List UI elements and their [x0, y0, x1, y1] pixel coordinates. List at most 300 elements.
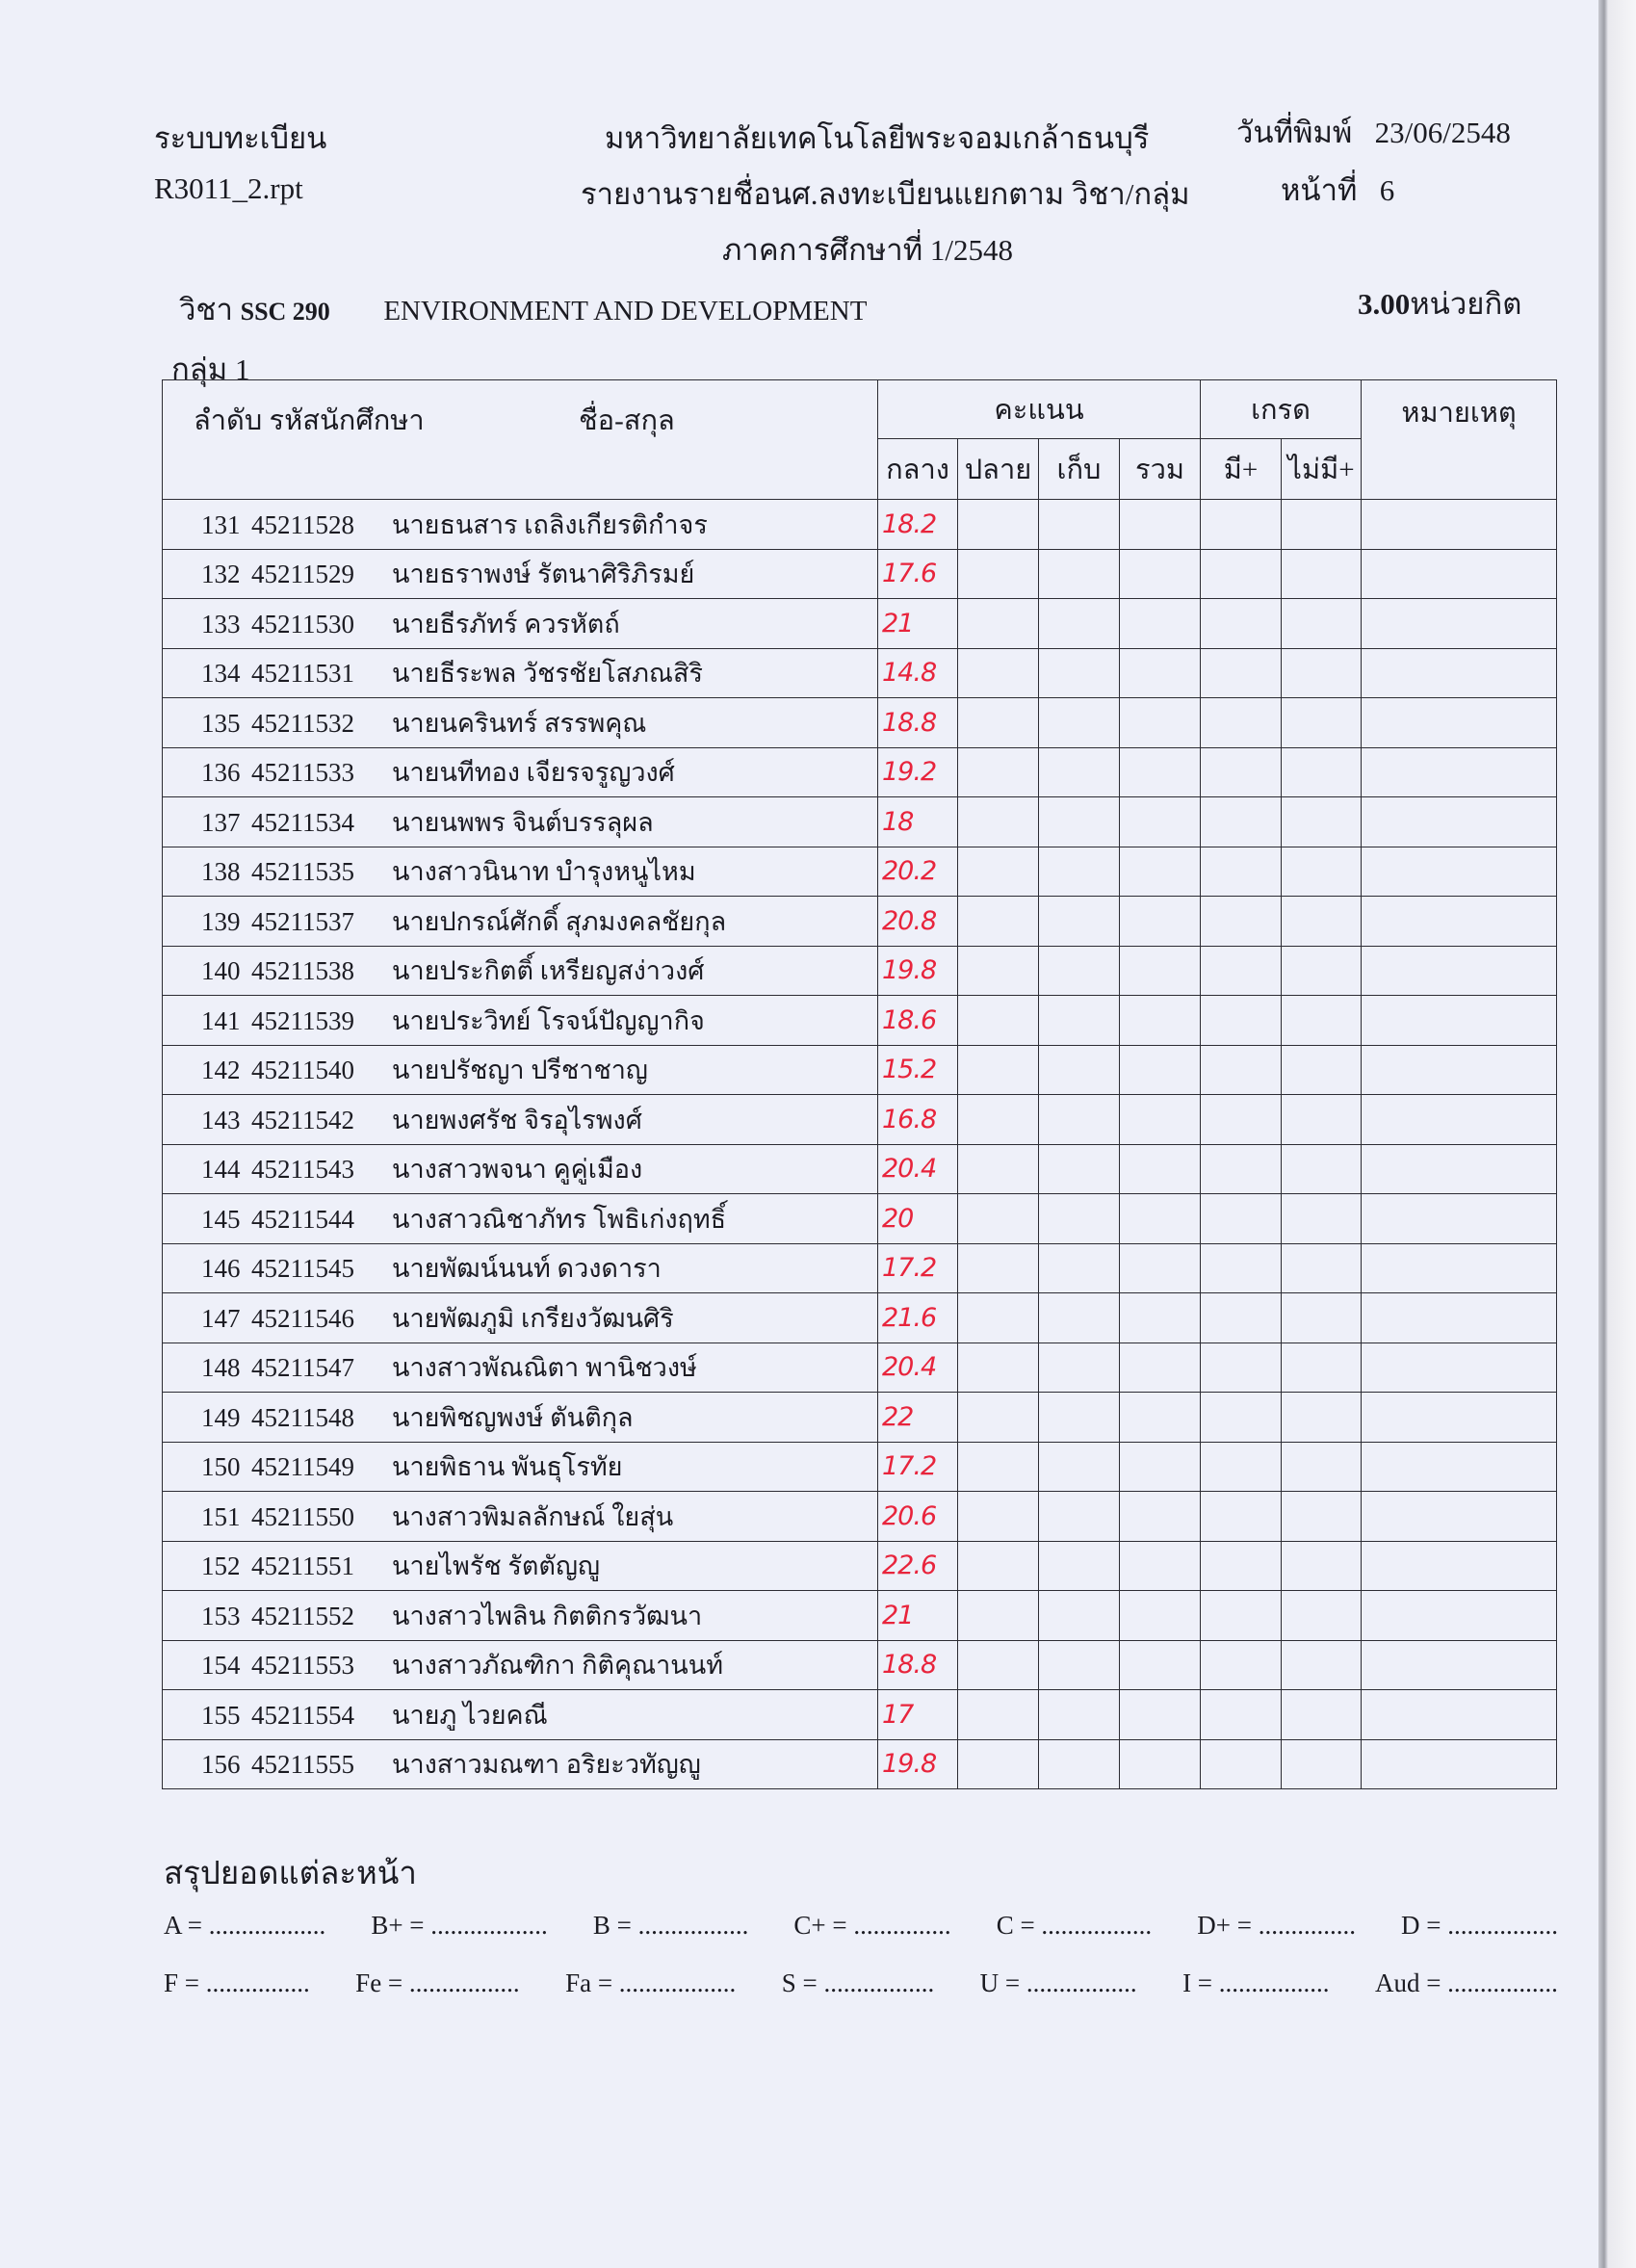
- final-score: [958, 1144, 1039, 1194]
- final-score: [958, 747, 1039, 797]
- coursework-score: [1039, 1095, 1120, 1145]
- coursework-score: [1039, 1591, 1120, 1641]
- grade-no-plus-cell: [1282, 747, 1362, 797]
- midterm-score: 21: [878, 1591, 958, 1641]
- coursework-score: [1039, 698, 1120, 748]
- final-score: [958, 648, 1039, 698]
- coursework-score: [1039, 549, 1120, 599]
- note-cell: [1362, 698, 1557, 748]
- student-info-cell: [163, 1442, 878, 1492]
- student-name: นายประกิตติ์ เหรียญสง่าวงศ์: [392, 956, 705, 986]
- student-name: นางสาวไพลิน กิตติกรวัฒนา: [392, 1601, 703, 1630]
- student-info-cell: [163, 1393, 878, 1443]
- total-score: [1120, 1442, 1201, 1492]
- total-score: [1120, 599, 1201, 649]
- student-id: 45211538: [251, 956, 354, 986]
- grade-plus-cell: [1201, 797, 1282, 847]
- total-score: [1120, 1492, 1201, 1542]
- grade-no-plus-cell: [1282, 1045, 1362, 1095]
- final-score: [958, 1243, 1039, 1293]
- student-seq: 147: [201, 1303, 241, 1333]
- student-name: นายปกรณ์ศักดิ์ สุภมงคลชัยกุล: [392, 906, 727, 936]
- grade-count-field: Aud = .................: [1374, 1968, 1558, 1997]
- student-id: 45211534: [251, 807, 354, 837]
- student-id: 45211542: [251, 1105, 354, 1134]
- grade-plus-cell: [1201, 549, 1282, 599]
- student-seq: 136: [201, 758, 241, 788]
- final-score: [958, 1442, 1039, 1492]
- grade-plus-cell: [1201, 1194, 1282, 1244]
- midterm-score: 19.8: [878, 1739, 958, 1789]
- student-name: นางสาวภัณฑิกา กิติคุณานนท์: [392, 1651, 723, 1681]
- note-cell: [1362, 897, 1557, 947]
- table-row: [163, 1243, 1557, 1293]
- total-score: [1120, 698, 1201, 748]
- grade-no-plus-cell: [1282, 1739, 1362, 1789]
- student-info-cell: [163, 847, 878, 897]
- student-info-cell: [163, 946, 878, 996]
- midterm-score: 20: [878, 1194, 958, 1244]
- grade-plus-cell: [1201, 1690, 1282, 1740]
- note-cell: [1362, 797, 1557, 847]
- midterm-score: 18.6: [878, 996, 958, 1046]
- final-score: [958, 847, 1039, 897]
- grade-plus-cell: [1201, 1442, 1282, 1492]
- grade-no-plus-cell: [1282, 996, 1362, 1046]
- header-final: ปลาย: [958, 439, 1039, 500]
- grade-count-field: F = ................: [164, 1968, 310, 1997]
- final-score: [958, 1640, 1039, 1690]
- coursework-score: [1039, 500, 1120, 550]
- table-row: [163, 1144, 1557, 1194]
- grade-no-plus-cell: [1282, 1243, 1362, 1293]
- coursework-score: [1039, 1640, 1120, 1690]
- header-score: คะแนน: [878, 380, 1201, 439]
- final-score: [958, 1194, 1039, 1244]
- student-seq: 139: [201, 906, 241, 936]
- student-seq: 143: [201, 1105, 241, 1134]
- student-name: นายนพพร จินต์บรรลุผล: [392, 807, 654, 837]
- coursework-score: [1039, 648, 1120, 698]
- grade-plus-cell: [1201, 500, 1282, 550]
- student-seq: 134: [201, 659, 241, 689]
- coursework-score: [1039, 1343, 1120, 1393]
- header-note: หมายเหตุ: [1362, 380, 1557, 500]
- midterm-score: 17.2: [878, 1442, 958, 1492]
- student-info-cell: [163, 1194, 878, 1244]
- midterm-score: 19.8: [878, 946, 958, 996]
- student-name: นายพิชญพงษ์ ตันติกุล: [392, 1402, 634, 1432]
- course-line: [179, 285, 867, 333]
- student-id: 45211530: [251, 609, 354, 639]
- midterm-score: 16.8: [878, 1095, 958, 1145]
- student-seq: 156: [201, 1750, 241, 1780]
- table-row: [163, 897, 1557, 947]
- grade-plus-cell: [1201, 648, 1282, 698]
- student-info-cell: [163, 1144, 878, 1194]
- page-number-field: [1281, 166, 1394, 214]
- total-score: [1120, 1243, 1201, 1293]
- coursework-score: [1039, 599, 1120, 649]
- coursework-score: [1039, 747, 1120, 797]
- total-score: [1120, 648, 1201, 698]
- table-row: [163, 1045, 1557, 1095]
- grade-count-field: B = .................: [592, 1911, 749, 1940]
- student-id: 45211537: [251, 906, 354, 936]
- grade-count-field: Fa = ..................: [565, 1968, 737, 1997]
- student-info-cell: [163, 1095, 878, 1145]
- midterm-score: 20.8: [878, 897, 958, 947]
- student-name: นายพงศรัช จิรอุไรพงศ์: [392, 1105, 642, 1134]
- grade-count-field: A = ..................: [164, 1911, 326, 1940]
- student-name: นายพัฒภูมิ เกรียงวัฒนศิริ: [392, 1303, 674, 1333]
- final-score: [958, 1343, 1039, 1393]
- table-row: [163, 1640, 1557, 1690]
- coursework-score: [1039, 1690, 1120, 1740]
- student-info-cell: [163, 1640, 878, 1690]
- student-seq: 145: [201, 1204, 241, 1234]
- student-seq: 137: [201, 807, 241, 837]
- grade-no-plus-cell: [1282, 1442, 1362, 1492]
- grade-no-plus-cell: [1282, 897, 1362, 947]
- total-score: [1120, 1541, 1201, 1591]
- table-row: [163, 1343, 1557, 1393]
- total-score: [1120, 747, 1201, 797]
- student-id: 45211529: [251, 560, 354, 589]
- coursework-score: [1039, 1194, 1120, 1244]
- student-id: 45211549: [251, 1452, 354, 1482]
- credits-value: 3.00: [1358, 287, 1411, 321]
- coursework-score: [1039, 1492, 1120, 1542]
- student-info-cell: [163, 1293, 878, 1343]
- grade-no-plus-cell: [1282, 698, 1362, 748]
- note-cell: [1362, 1243, 1557, 1293]
- student-name: นายธราพงษ์ รัตนาศิริภิรมย์: [392, 560, 695, 589]
- final-score: [958, 599, 1039, 649]
- grade-plus-cell: [1201, 1343, 1282, 1393]
- grade-count-field: B+ = ..................: [371, 1911, 548, 1940]
- grade-plus-cell: [1201, 1095, 1282, 1145]
- midterm-score: 17.2: [878, 1243, 958, 1293]
- midterm-score: 19.2: [878, 747, 958, 797]
- table-row: [163, 1095, 1557, 1145]
- coursework-score: [1039, 1045, 1120, 1095]
- student-info-cell: [163, 747, 878, 797]
- coursework-score: [1039, 946, 1120, 996]
- grade-no-plus-cell: [1282, 797, 1362, 847]
- student-id: 45211550: [251, 1501, 354, 1531]
- table-row: [163, 1293, 1557, 1343]
- grade-count-field: C = .................: [996, 1911, 1153, 1940]
- grade-no-plus-cell: [1282, 1591, 1362, 1641]
- midterm-score: 18.8: [878, 1640, 958, 1690]
- table-row: [163, 946, 1557, 996]
- midterm-score: 18.2: [878, 500, 958, 550]
- total-score: [1120, 847, 1201, 897]
- student-info-cell: [163, 599, 878, 649]
- grade-no-plus-cell: [1282, 1492, 1362, 1542]
- grade-no-plus-cell: [1282, 1690, 1362, 1740]
- midterm-score: 20.4: [878, 1343, 958, 1393]
- note-cell: [1362, 1194, 1557, 1244]
- total-score: [1120, 1095, 1201, 1145]
- student-info-cell: [163, 500, 878, 550]
- student-id: 45211545: [251, 1254, 354, 1284]
- midterm-score: 14.8: [878, 648, 958, 698]
- final-score: [958, 797, 1039, 847]
- final-score: [958, 897, 1039, 947]
- midterm-score: 20.4: [878, 1144, 958, 1194]
- grade-plus-cell: [1201, 599, 1282, 649]
- header-grade-no-plus: ไม่มี+: [1282, 439, 1362, 500]
- student-name: นางสาวนินาท บำรุงหนูไหม: [392, 857, 696, 887]
- credits-unit: หน่วยกิต: [1410, 287, 1522, 321]
- grade-no-plus-cell: [1282, 946, 1362, 996]
- note-cell: [1362, 1739, 1557, 1789]
- coursework-score: [1039, 847, 1120, 897]
- student-seq: 151: [201, 1501, 241, 1531]
- grade-no-plus-cell: [1282, 599, 1362, 649]
- midterm-score: 22.6: [878, 1541, 958, 1591]
- student-info-cell: [163, 1045, 878, 1095]
- final-score: [958, 1541, 1039, 1591]
- total-score: [1120, 1690, 1201, 1740]
- note-cell: [1362, 500, 1557, 550]
- midterm-score: 17: [878, 1690, 958, 1740]
- final-score: [958, 1095, 1039, 1145]
- student-name: นางสาวพจนา คูคู่เมือง: [392, 1155, 643, 1185]
- student-id: 45211555: [251, 1750, 354, 1780]
- note-cell: [1362, 1144, 1557, 1194]
- grade-no-plus-cell: [1282, 549, 1362, 599]
- system-name: ระบบทะเบียน: [154, 121, 327, 155]
- credits-field: [1358, 279, 1521, 327]
- student-id: 45211546: [251, 1303, 354, 1333]
- header-seq-id: ลำดับ รหัสนักศึกษา: [194, 405, 425, 436]
- print-date-label: วันที่พิมพ์: [1236, 116, 1353, 149]
- student-seq: 141: [201, 1005, 241, 1035]
- coursework-score: [1039, 897, 1120, 947]
- table-row: [163, 1739, 1557, 1789]
- student-seq: 132: [201, 560, 241, 589]
- student-name: นายภู ไวยคณี: [392, 1700, 548, 1730]
- grade-plus-cell: [1201, 747, 1282, 797]
- grade-no-plus-cell: [1282, 500, 1362, 550]
- student-info-cell: [163, 1243, 878, 1293]
- student-seq: 138: [201, 857, 241, 887]
- final-score: [958, 698, 1039, 748]
- grade-plus-cell: [1201, 1293, 1282, 1343]
- final-score: [958, 1045, 1039, 1095]
- course-label: วิชา: [179, 293, 233, 326]
- coursework-score: [1039, 1144, 1120, 1194]
- student-info-cell: [163, 1343, 878, 1393]
- student-name: นายประวิทย์ โรจน์ปัญญากิจ: [392, 1005, 705, 1035]
- note-cell: [1362, 549, 1557, 599]
- student-info-cell: [163, 1739, 878, 1789]
- group-label: กลุ่ม: [171, 352, 228, 386]
- student-info-cell: [163, 1690, 878, 1740]
- grade-no-plus-cell: [1282, 1640, 1362, 1690]
- table-row: [163, 747, 1557, 797]
- note-cell: [1362, 1095, 1557, 1145]
- total-score: [1120, 1393, 1201, 1443]
- student-id: 45211528: [251, 509, 354, 539]
- student-name: นางสาวพัณณิตา พานิชวงษ์: [392, 1353, 697, 1383]
- student-info-cell: [163, 797, 878, 847]
- midterm-score: 21.6: [878, 1293, 958, 1343]
- student-id: 45211552: [251, 1601, 354, 1630]
- note-cell: [1362, 946, 1557, 996]
- header-name: ชื่อ-สกุล: [579, 405, 675, 436]
- student-seq: 149: [201, 1402, 241, 1432]
- table-row: [163, 1492, 1557, 1542]
- total-score: [1120, 1591, 1201, 1641]
- student-info-cell: [163, 1492, 878, 1542]
- coursework-score: [1039, 1393, 1120, 1443]
- student-info-cell: [163, 698, 878, 748]
- student-name: นายพิธาน พันธุโรทัย: [392, 1452, 623, 1482]
- summary-row-2: [164, 1968, 1558, 1998]
- total-score: [1120, 1144, 1201, 1194]
- student-seq: 150: [201, 1452, 241, 1482]
- grade-count-field: Fe = .................: [355, 1968, 520, 1997]
- student-table: [162, 379, 1557, 1789]
- student-info-cell: [163, 648, 878, 698]
- note-cell: [1362, 1442, 1557, 1492]
- student-info-cell: [163, 897, 878, 947]
- note-cell: [1362, 1591, 1557, 1641]
- student-name: นายนทีทอง เจียรจรูญวงศ์: [392, 758, 675, 788]
- grade-no-plus-cell: [1282, 1144, 1362, 1194]
- coursework-score: [1039, 1541, 1120, 1591]
- total-score: [1120, 1739, 1201, 1789]
- table-row: [163, 1194, 1557, 1244]
- print-date: 23/06/2548: [1374, 116, 1511, 149]
- student-seq: 146: [201, 1254, 241, 1284]
- note-cell: [1362, 1045, 1557, 1095]
- student-seq: 133: [201, 609, 241, 639]
- grade-no-plus-cell: [1282, 847, 1362, 897]
- student-id: 45211535: [251, 857, 354, 887]
- total-score: [1120, 996, 1201, 1046]
- note-cell: [1362, 747, 1557, 797]
- grade-plus-cell: [1201, 1243, 1282, 1293]
- grade-count-field: S = .................: [781, 1968, 935, 1997]
- total-score: [1120, 797, 1201, 847]
- table-row: [163, 1591, 1557, 1641]
- student-id: 45211551: [251, 1551, 354, 1581]
- note-cell: [1362, 847, 1557, 897]
- grade-count-field: C+ = ...............: [793, 1911, 951, 1940]
- summary-row-1: [164, 1911, 1558, 1941]
- grade-plus-cell: [1201, 1144, 1282, 1194]
- total-score: [1120, 1293, 1201, 1343]
- total-score: [1120, 1343, 1201, 1393]
- semester: ภาคการศึกษาที่ 1/2548: [722, 233, 1013, 267]
- grade-no-plus-cell: [1282, 648, 1362, 698]
- final-score: [958, 996, 1039, 1046]
- final-score: [958, 946, 1039, 996]
- midterm-score: 20.2: [878, 847, 958, 897]
- total-score: [1120, 549, 1201, 599]
- note-cell: [1362, 1343, 1557, 1393]
- student-seq: 154: [201, 1651, 241, 1681]
- midterm-score: 18: [878, 797, 958, 847]
- student-id: 45211532: [251, 708, 354, 738]
- final-score: [958, 1690, 1039, 1740]
- note-cell: [1362, 1492, 1557, 1542]
- grade-plus-cell: [1201, 946, 1282, 996]
- midterm-score: 21: [878, 599, 958, 649]
- grade-plus-cell: [1201, 1541, 1282, 1591]
- student-id: 45211553: [251, 1651, 354, 1681]
- course-code: SSC 290: [240, 298, 330, 326]
- final-score: [958, 1492, 1039, 1542]
- page-number: 6: [1379, 173, 1395, 207]
- student-name: นายธีรภัทร์ ควรหัตถ์: [392, 609, 620, 639]
- student-id: 45211531: [251, 659, 354, 689]
- report-title: รายงานรายชื่อนศ.ลงทะเบียนแยกตาม วิชา/กลุ่ม: [581, 177, 1190, 211]
- grade-no-plus-cell: [1282, 1541, 1362, 1591]
- student-seq: 142: [201, 1056, 241, 1085]
- table-row: [163, 599, 1557, 649]
- grade-plus-cell: [1201, 1393, 1282, 1443]
- coursework-score: [1039, 1739, 1120, 1789]
- final-score: [958, 1739, 1039, 1789]
- total-score: [1120, 1640, 1201, 1690]
- student-name: นายไพรัช รัตตัญญู: [392, 1551, 600, 1581]
- final-score: [958, 1591, 1039, 1641]
- student-info-cell: [163, 1541, 878, 1591]
- header-total: รวม: [1120, 439, 1201, 500]
- coursework-score: [1039, 996, 1120, 1046]
- student-seq: 152: [201, 1551, 241, 1581]
- table-row: [163, 1690, 1557, 1740]
- grade-plus-cell: [1201, 1591, 1282, 1641]
- table-row: [163, 549, 1557, 599]
- header-grade-plus: มี+: [1201, 439, 1282, 500]
- student-id: 45211547: [251, 1353, 354, 1383]
- grade-plus-cell: [1201, 1492, 1282, 1542]
- final-score: [958, 500, 1039, 550]
- header-midterm: กลาง: [878, 439, 958, 500]
- note-cell: [1362, 599, 1557, 649]
- student-name: นางสาวพิมลลักษณ์ ใยสุ่น: [392, 1501, 674, 1531]
- page-edge-shadow: [1598, 0, 1636, 2268]
- total-score: [1120, 1045, 1201, 1095]
- student-seq: 155: [201, 1700, 241, 1730]
- total-score: [1120, 1194, 1201, 1244]
- student-name: นายธนสาร เถลิงเกียรติกำจร: [392, 509, 708, 539]
- student-id: 45211543: [251, 1155, 354, 1185]
- table-row: [163, 1541, 1557, 1591]
- table-row: [163, 996, 1557, 1046]
- total-score: [1120, 946, 1201, 996]
- grade-no-plus-cell: [1282, 1343, 1362, 1393]
- table-row: [163, 698, 1557, 748]
- student-seq: 140: [201, 956, 241, 986]
- grade-plus-cell: [1201, 1045, 1282, 1095]
- course-name: ENVIRONMENT AND DEVELOPMENT: [383, 296, 868, 326]
- grade-no-plus-cell: [1282, 1095, 1362, 1145]
- coursework-score: [1039, 797, 1120, 847]
- page-label: หน้าที่: [1281, 173, 1358, 207]
- total-score: [1120, 897, 1201, 947]
- midterm-score: 17.6: [878, 549, 958, 599]
- coursework-score: [1039, 1442, 1120, 1492]
- student-id: 45211544: [251, 1204, 354, 1234]
